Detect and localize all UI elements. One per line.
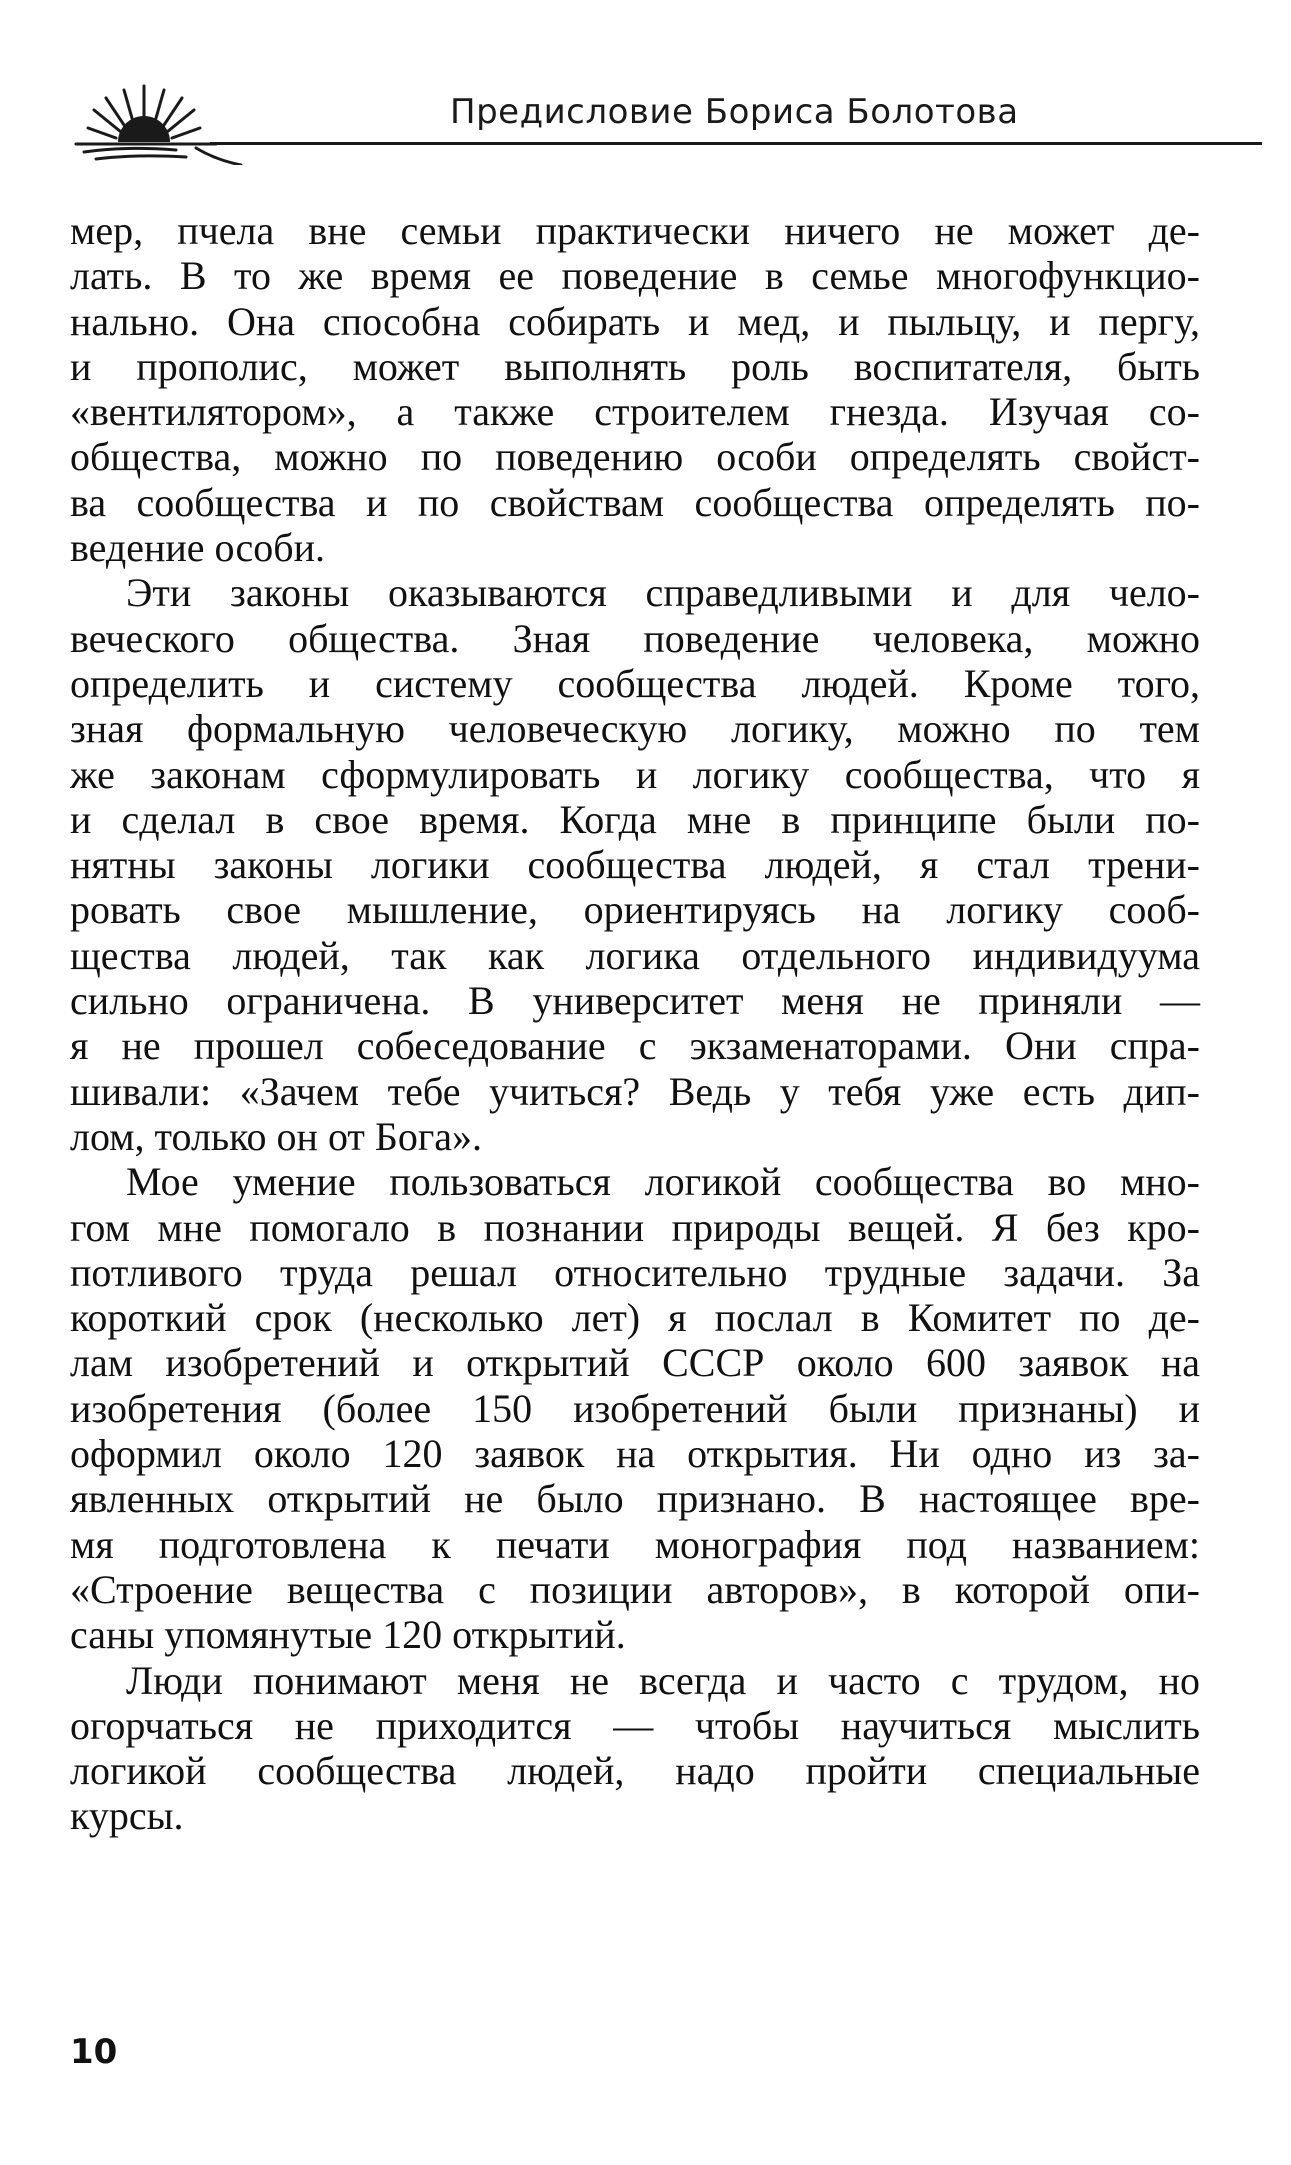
text-line: веческого общества. Зная поведение человека, можно — [70, 615, 1200, 661]
text-line: же законам сформулировать и логику сообщества, что я — [70, 751, 1200, 797]
text-line: курсы. — [70, 1793, 184, 1839]
text-line: зная формальную человеческую логику, можно по тем — [70, 706, 1200, 752]
text-line: гом мне помогало в познании природы вещей. Я без кро- — [70, 1204, 1200, 1250]
text-line: лам изобретений и открытий СССР около 600 заявок на — [70, 1340, 1200, 1386]
text-line: Эти законы оказываются справедливыми и для чело- — [126, 570, 1200, 616]
text-line: короткий срок (несколько лет) я послал в Комитет по де- — [70, 1295, 1200, 1341]
text-line: явленных открытий не было признано. В настоящее вре- — [70, 1476, 1200, 1522]
text-line: щества людей, так как логика отдельного индивидуума — [70, 932, 1200, 978]
text-line: общества, можно по поведению особи определять свойст- — [70, 434, 1200, 480]
paragraph-2 — [70, 570, 1200, 1159]
page-number: 10 — [70, 2032, 118, 2072]
text-line: лом, только он от Бога». — [70, 1113, 483, 1159]
text-line: изобретения (более 150 изобретений были признаны) и — [70, 1385, 1200, 1431]
text-line: ва сообщества и по свойствам сообщества определять по- — [70, 479, 1200, 525]
text-line: мя подготовлена к печати монография под названием: — [70, 1521, 1200, 1567]
text-line: нально. Она способна собирать и мед, и пыльцу, и пергу, — [70, 298, 1200, 344]
text-line: потливого труда решал относительно трудные задачи. За — [70, 1249, 1200, 1295]
sun-over-field-icon — [66, 70, 256, 165]
header-divider — [210, 142, 1262, 145]
text-line: ведение особи. — [70, 525, 326, 571]
paragraph-3 — [70, 1159, 1200, 1657]
text-line: и прополис, может выполнять роль воспитателя, быть — [70, 343, 1200, 389]
text-line: определить и систему сообщества людей. Кроме того, — [70, 660, 1200, 706]
text-line: «Строение вещества с позиции авторов», в которой опи- — [70, 1566, 1200, 1612]
text-line: шивали: «Зачем тебе учиться? Ведь у тебя уже есть дип- — [70, 1068, 1200, 1114]
text-line: оформил около 120 заявок на открытия. Ни одно из за- — [70, 1431, 1200, 1477]
paragraph-1 — [70, 208, 1200, 570]
text-line: ровать свое мышление, ориентируясь на логику сооб- — [70, 887, 1200, 933]
header-title: Предисловие Бориса Болотова — [450, 92, 1019, 132]
text-line: Мое умение пользоваться логикой сообщества во мно- — [126, 1159, 1200, 1205]
text-line: «вентилятором», а также строителем гнезда. Изучая со- — [70, 389, 1200, 435]
body-text — [70, 208, 1200, 1839]
text-line: логикой сообщества людей, надо пройти специальные — [70, 1748, 1200, 1794]
running-header — [60, 70, 1220, 165]
text-line: нятны законы логики сообщества людей, я стал трени- — [70, 842, 1200, 888]
text-line: мер, пчела вне семьи практически ничего не может де- — [70, 208, 1200, 253]
text-line: и сделал в свое время. Когда мне в принципе были по- — [70, 796, 1200, 842]
text-line: сильно ограничена. В университет меня не приняли — — [70, 978, 1200, 1024]
text-line: огорчаться не приходится — чтобы научиться мыслить — [70, 1702, 1200, 1748]
paragraph-4 — [70, 1658, 1200, 1839]
text-line: саны упомянутые 120 открытий. — [70, 1612, 626, 1658]
text-line: лать. В то же время ее поведение в семье многофункцио- — [70, 253, 1200, 299]
text-line: я не прошел собеседование с экзаменаторами. Они спра- — [70, 1023, 1200, 1069]
text-line: Люди понимают меня не всегда и часто с трудом, но — [126, 1657, 1200, 1703]
